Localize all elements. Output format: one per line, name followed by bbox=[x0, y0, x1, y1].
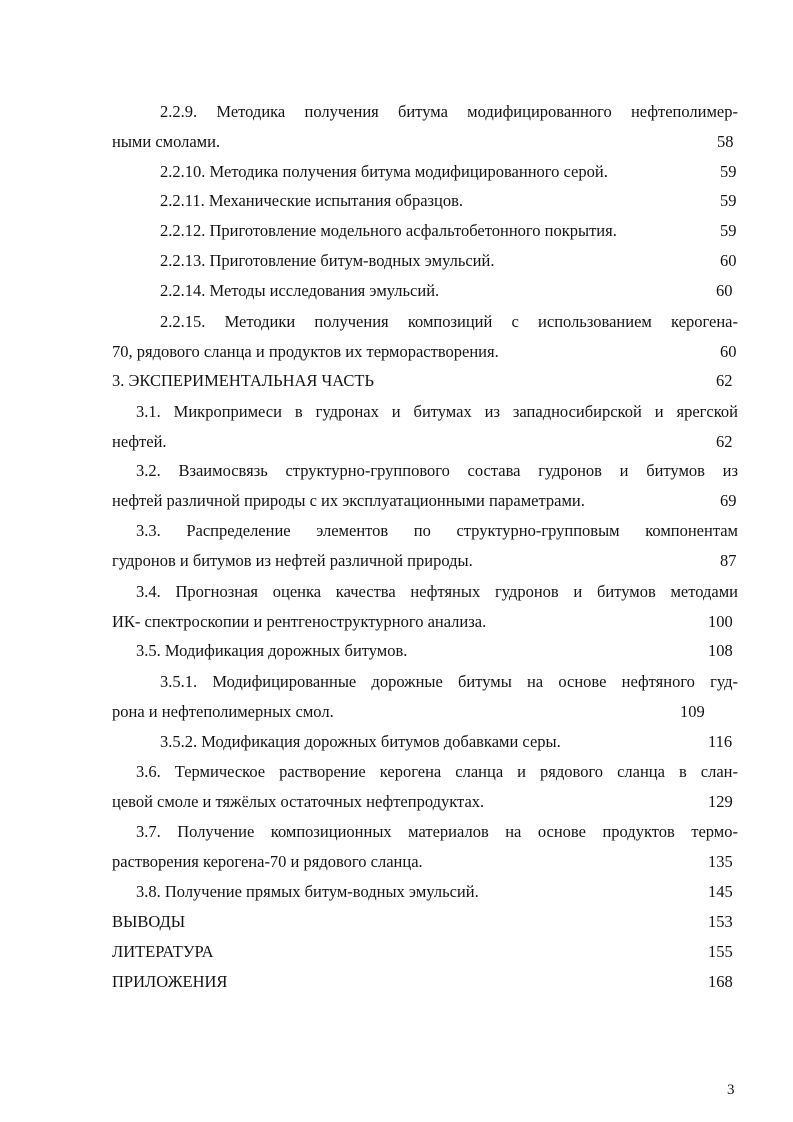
toc-entry-2-2-10: 2.2.10. Методика получения битума модифицированного серой. bbox=[160, 162, 608, 181]
toc-page-2-2-12: 59 bbox=[720, 221, 737, 240]
toc-page-conclusions: 153 bbox=[708, 912, 733, 931]
toc-entry-3: 3. ЭКСПЕРИМЕНТАЛЬНАЯ ЧАСТЬ bbox=[112, 371, 374, 390]
toc-page-appendices: 168 bbox=[708, 972, 733, 991]
toc-entry-2-2-9-line2: ными смолами. bbox=[112, 132, 221, 151]
toc-page-3-3: 87 bbox=[720, 551, 737, 570]
toc-entry-3-5-2: 3.5.2. Модификация дорожных битумов добавками серы. bbox=[160, 732, 561, 751]
toc-page-3-8: 145 bbox=[708, 882, 733, 901]
toc-entry-2-2-12: 2.2.12. Приготовление модельного асфальтобетонного покрытия. bbox=[160, 221, 617, 240]
toc-page-3-1: 62 bbox=[716, 432, 733, 451]
toc-entry-3-7-line2: растворения керогена-70 и рядового сланца. bbox=[112, 852, 423, 871]
toc-entry-2-2-9-line1: 2.2.9. Методика получения битума модифицированного нефтеполимер- bbox=[160, 102, 738, 121]
toc-entry-references: ЛИТЕРАТУРА bbox=[112, 942, 214, 961]
toc-page-2-2-11: 59 bbox=[720, 191, 737, 210]
toc-entry-appendices: ПРИЛОЖЕНИЯ bbox=[112, 972, 228, 991]
toc-page-2-2-14: 60 bbox=[716, 281, 733, 300]
toc-page-3-5-2: 116 bbox=[708, 732, 733, 751]
toc-entry-3-3-line2: гудронов и битумов из нефтей различной природы. bbox=[112, 551, 473, 570]
toc-entry-2-2-15-line1: 2.2.15. Методики получения композиций с использованием керогена- bbox=[160, 312, 738, 331]
toc-entry-3-4-line1: 3.4. Прогнозная оценка качества нефтяных гудронов и битумов методами bbox=[136, 582, 738, 601]
toc-entry-3-2-line2: нефтей различной природы с их эксплуатационными параметрами. bbox=[112, 491, 585, 510]
toc-entry-3-3-line1: 3.3. Распределение элементов по структурно-групповым компонентам bbox=[136, 521, 738, 540]
toc-entry-3-2-line1: 3.2. Взаимосвязь структурно-группового состава гудронов и битумов из bbox=[136, 461, 738, 480]
toc-entry-conclusions: ВЫВОДЫ bbox=[112, 912, 186, 931]
toc-entry-3-8: 3.8. Получение прямых битум-водных эмульсий. bbox=[136, 882, 479, 901]
toc-page-3-5: 108 bbox=[708, 641, 733, 660]
toc-entry-3-4-line2: ИК- спектроскопии и рентгеноструктурного анализа. bbox=[112, 612, 487, 631]
toc-entry-2-2-14: 2.2.14. Методы исследования эмульсий. bbox=[160, 281, 440, 300]
page-number: 3 bbox=[727, 1082, 735, 1098]
toc-entry-3-6-line2: цевой смоле и тяжёлых остаточных нефтепродуктах. bbox=[112, 792, 485, 811]
toc-entry-2-2-11: 2.2.11. Механические испытания образцов. bbox=[160, 191, 464, 210]
toc-entry-2-2-15-line2: 70, рядового сланца и продуктов их терморастворения. bbox=[112, 342, 499, 361]
toc-page-3-6: 129 bbox=[708, 792, 733, 811]
toc-page-2-2-15: 60 bbox=[720, 342, 737, 361]
toc-entry-3-1-line2: нефтей. bbox=[112, 432, 167, 451]
toc-page-3-5-1: 109 bbox=[680, 702, 705, 721]
toc-page-3-7: 135 bbox=[708, 852, 733, 871]
toc-page-2-2-9: 58 bbox=[717, 132, 734, 151]
toc-page-2-2-13: 60 bbox=[720, 251, 737, 270]
toc-entry-3-5-1-line1: 3.5.1. Модифицированные дорожные битумы на основе нефтяного гуд- bbox=[160, 672, 738, 691]
toc-entry-3-5-1-line2: рона и нефтеполимерных смол. bbox=[112, 702, 334, 721]
toc-page-3: 62 bbox=[716, 371, 733, 390]
toc-entry-3-6-line1: 3.6. Термическое растворение керогена сланца и рядового сланца в слан- bbox=[136, 762, 738, 781]
toc-entry-3-7-line1: 3.7. Получение композиционных материалов на основе продуктов термо- bbox=[136, 822, 738, 841]
toc-page-3-2: 69 bbox=[720, 491, 737, 510]
toc-page-3-4: 100 bbox=[708, 612, 733, 631]
toc-entry-2-2-13: 2.2.13. Приготовление битум-водных эмульсий. bbox=[160, 251, 495, 270]
toc-page-references: 155 bbox=[708, 942, 733, 961]
toc-entry-3-1-line1: 3.1. Микропримеси в гудронах и битумах из западносибирской и ярегской bbox=[136, 402, 738, 421]
toc-page-2-2-10: 59 bbox=[720, 162, 737, 181]
toc-entry-3-5: 3.5. Модификация дорожных битумов. bbox=[136, 641, 408, 660]
